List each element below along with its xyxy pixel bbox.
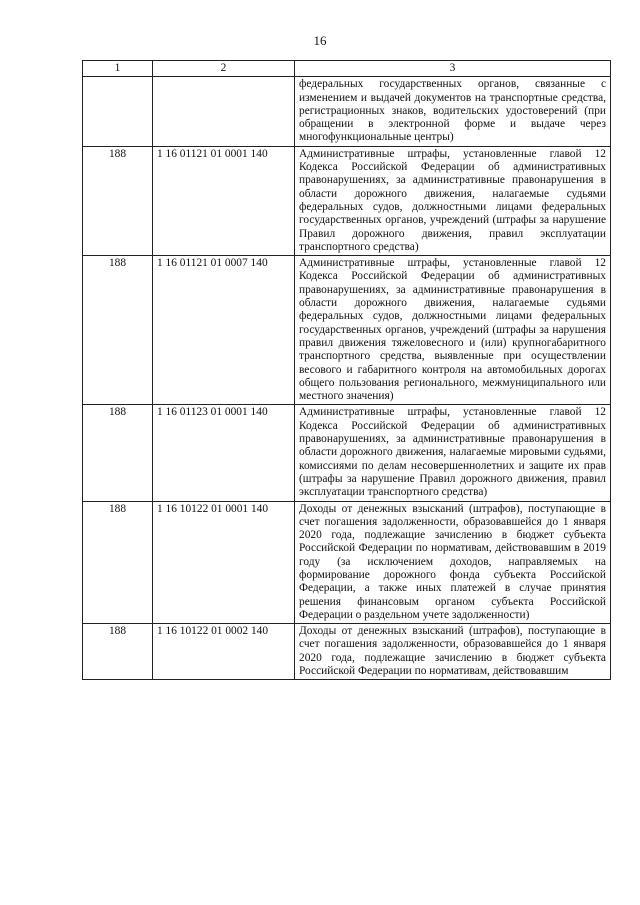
table-row xyxy=(83,256,611,405)
admin-code-cell: 188 xyxy=(83,146,153,255)
admin-code-cell: 188 xyxy=(83,501,153,624)
revenue-name-cell: Доходы от денежных взысканий (штрафов), поступающие в счет погашения задолженности, образовавшейся до 1 января 2020 года, подлежащие зачислению в бюджет субъекта Российской Федерации по нормативам, действовавшим xyxy=(295,624,611,680)
admin-code-cell: 188 xyxy=(83,405,153,501)
table-row xyxy=(83,405,611,501)
table-row xyxy=(83,624,611,680)
table-row xyxy=(83,146,611,255)
admin-code-cell: 188 xyxy=(83,624,153,680)
revenue-name-cell: Административные штрафы, установленные главой 12 Кодекса Российской Федерации об административных правонарушениях, за административные правонарушения в области дорожного движения, налагаемые мировыми судьями, комиссиями по делам несовершеннолетних и защите их прав (штрафы за нарушение Правил дорожного движения, правил эксплуатации транспортного средства) xyxy=(295,405,611,501)
admin-code-cell xyxy=(83,77,153,146)
page-number: 16 xyxy=(313,33,327,48)
admin-code-cell: 188 xyxy=(83,256,153,405)
revenue-name-cell: Административные штрафы, установленные главой 12 Кодекса Российской Федерации об административных правонарушениях, за административные правонарушения в области дорожного движения, налагаемые судьями федеральных судов, должностными лицами федеральных государственных органов, учреждений (штрафы за нарушения правил движения тяжеловесного и (или) крупногабаритного транспортного средства, выявленные при осуществлении весового и габаритного контроля на автомобильных дорогах общего пользования регионального, межмуниципального или местного значения) xyxy=(295,256,611,405)
header-col-3: 3 xyxy=(295,61,611,77)
table-row xyxy=(83,77,611,146)
revenue-name-cell: федеральных государственных органов, связанные с изменением и выдачей документов на транспортные средства, регистрационных знаков, водительских удостоверений (при обращении в электронной форме и выдаче через многофункциональные центры) xyxy=(295,77,611,146)
budget-code-cell xyxy=(153,77,295,146)
table-header-row xyxy=(83,61,611,77)
revenue-name-cell: Доходы от денежных взысканий (штрафов), поступающие в счет погашения задолженности, образовавшейся до 1 января 2020 года, подлежащие зачислению в бюджет субъекта Российской Федерации по нормативам, действовавшим в 2019 году (за исключением доходов, направляемых на формирование дорожного фонда субъекта Российской Федерации, а также иных платежей в случае принятия решения финансовым органом субъекта Российской Федерации о раздельном учете задолженности) xyxy=(295,501,611,624)
header-col-1: 1 xyxy=(83,61,153,77)
budget-code-cell: 1 16 01123 01 0001 140 xyxy=(153,405,295,501)
revenue-name-cell: Административные штрафы, установленные главой 12 Кодекса Российской Федерации об административных правонарушениях, за административные правонарушения в области дорожного движения, налагаемые судьями федеральных судов, должностными лицами федеральных государственных органов, учреждений (штрафы за нарушение Правил дорожного движения, правил эксплуатации транспортного средства) xyxy=(295,146,611,255)
header-col-2: 2 xyxy=(153,61,295,77)
table-row xyxy=(83,501,611,624)
budget-code-cell: 1 16 10122 01 0001 140 xyxy=(153,501,295,624)
revenue-codes-table xyxy=(82,60,611,680)
budget-code-cell: 1 16 01121 01 0007 140 xyxy=(153,256,295,405)
budget-code-cell: 1 16 10122 01 0002 140 xyxy=(153,624,295,680)
budget-code-cell: 1 16 01121 01 0001 140 xyxy=(153,146,295,255)
